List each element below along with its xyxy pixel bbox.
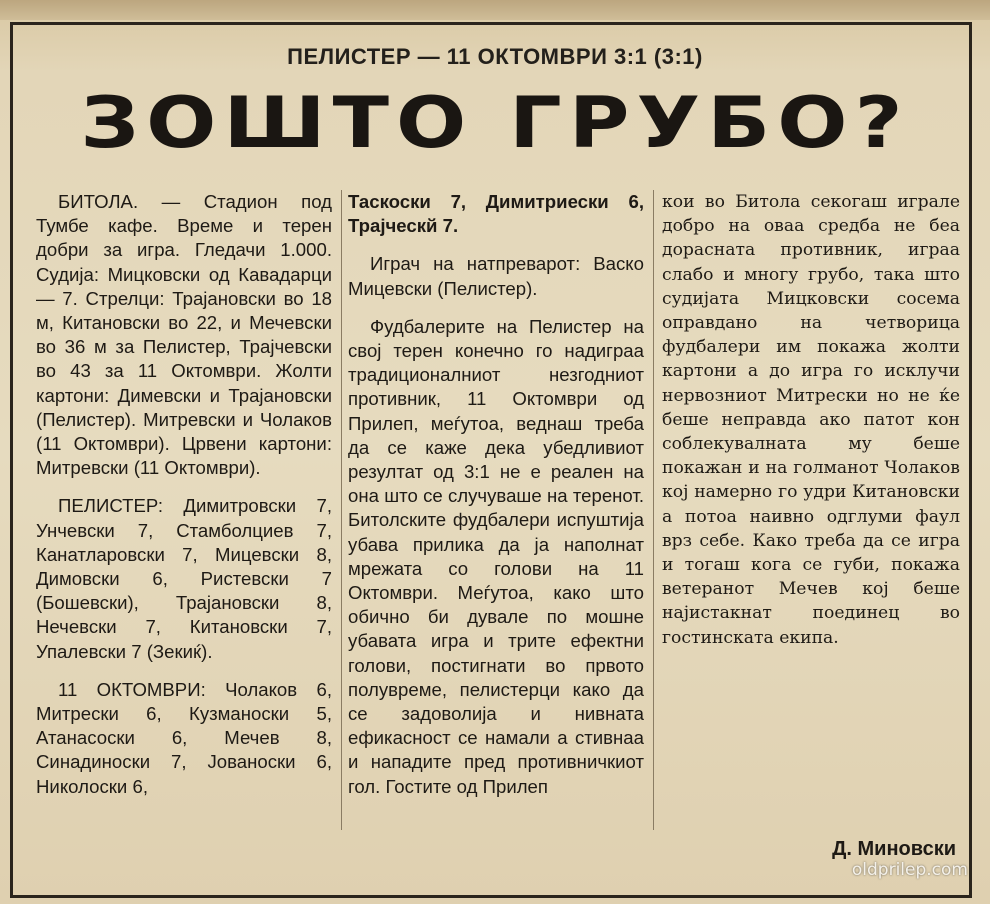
column-divider (341, 190, 342, 830)
column-3 (662, 190, 960, 650)
match-info: БИТОЛА. — Стадион под Тумбе кафе. Време и терен добри за игра. Гледачи 1.000. Судија: Мицковски од Кавадарци — 7. Стрелци: Трајановски во 18 м, Китановски во 22, и Мечевски во 36 м за Пелистер, Трајчевски во 43 за 11 Октомври. Жолти картони: Димевски и Трајановски (Пелистер). Митревски и Чолаков (11 Октомври). Црвени картони: Митревски (11 Октомври). (36, 191, 332, 479)
oktomvri-lineup: 11 ОКТОМВРИ: Чолаков 6, Митрески 6, Кузманоски 5, Атанасоски 6, Мечев 8, Синадиноски 7, Јованоски 6, Николоски 6, (36, 678, 332, 797)
article-body-part-1: Фудбалерите на Пелистер на свој терен конечно го надиграа традиционалниот незгодниот противник, 11 Октомври од Прилеп, меѓутоа, веднаш треба да се каже дека убедливиот резултат од 3:1 не е реален на она што се случуваше на теренот. Битолските фудбалери испуштија убава прилика да ја наполнат мрежата со голови на 11 Октомври. Меѓутоа, како што обично би дувале по мошне убавата игра и трите ефектни голови, постигнати во првото полувреме, пелистерци како да се задоволија и нивната ефикасност се намали а стивнаа и нападите пред противничкиот гол. Гостите од Прилеп (348, 315, 644, 797)
article-body-part-2: кои во Битола секогаш играле добро на оваа средба не беа дорасната противник, играа слабо и многу грубо, така што судијата Мицковски сосема оправдано на четворица фудбалери им покажа жолти картони а до игра го исклучи нервозниот Митрески но не ќе беше неправда ако патот кон соблекувалната му беше покажан и на голманот Чолаков кој намерно го удри Китановски а потоа наивно одглуми фаул врз себе. Како треба да се игра и тогаш кога се губи, покажа ветеранот Мечев кој беше најистакнат поединец во гостинската екипа. (662, 192, 960, 648)
site-watermark: oldprilep.com (851, 860, 968, 880)
torn-top-edge (0, 0, 990, 20)
match-score-kicker: ПЕЛИСТЕР — 11 ОКТОМВРИ 3:1 (3:1) (287, 44, 703, 69)
author-byline: Д. Миновски (832, 838, 956, 860)
pelister-lineup: ПЕЛИСТЕР: Димитровски 7, Унчевски 7, Стамболциев 7, Канатларовски 7, Мицевски 8, Димовски 6, Ристевски 7 (Бошевски), Трајановски 8, Нечевски 7, Китановски 7, Упалевски 7 (Зекиќ). (36, 495, 332, 662)
oktomvri-lineup-continued: Таскоски 7, Димитриески 6, Трајческй 7. (348, 191, 644, 237)
column-1 (36, 190, 332, 799)
column-2 (348, 190, 644, 799)
article-headline: ЗОШТО ГРУБО? (80, 82, 910, 164)
player-of-the-match: Играч на натпреварот: Васко Мицевски (Пелистер). (348, 253, 644, 299)
column-divider (653, 190, 654, 830)
